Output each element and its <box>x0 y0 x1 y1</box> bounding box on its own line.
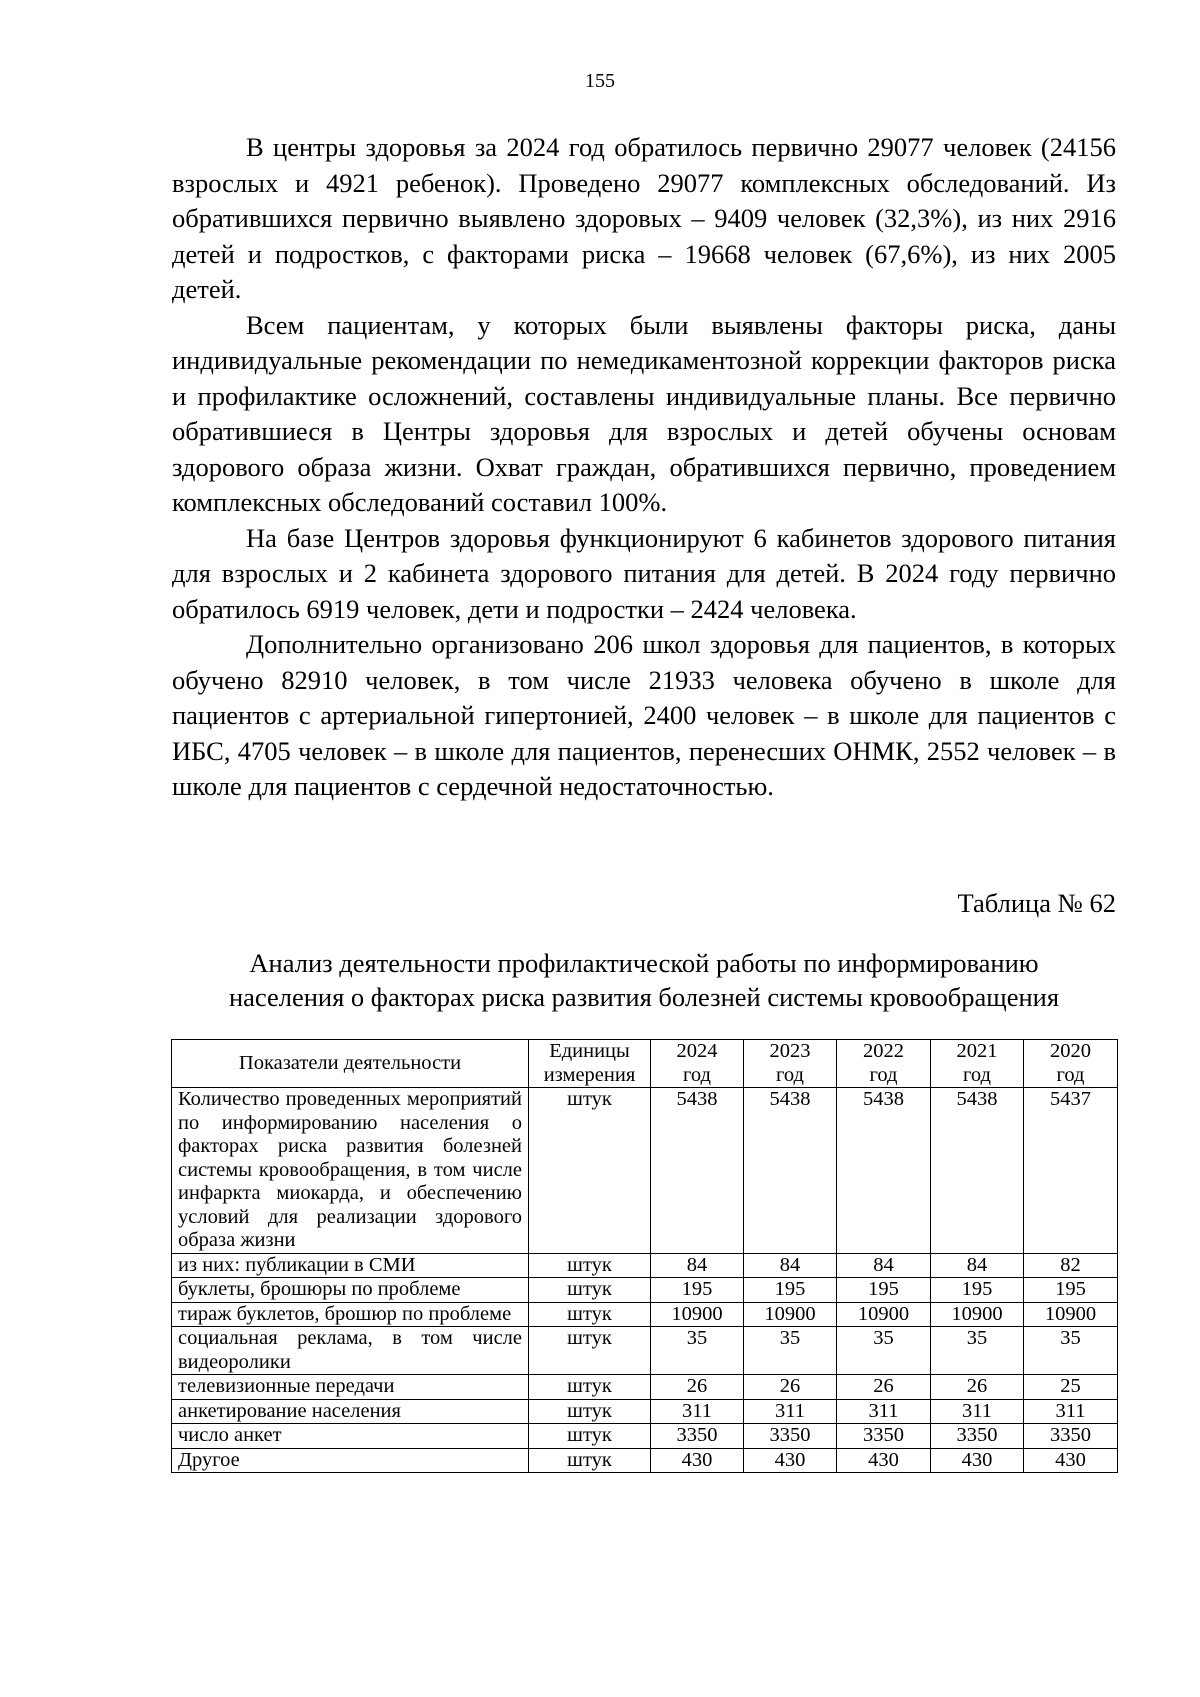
row-value: 311 <box>837 1399 931 1424</box>
header-year-suffix: год <box>683 1063 711 1086</box>
table-row <box>172 1253 1118 1278</box>
header-year-value: 2020 <box>1050 1040 1091 1062</box>
row-value: 195 <box>1024 1278 1118 1303</box>
row-value: 5438 <box>837 1088 931 1254</box>
table-row <box>172 1448 1118 1473</box>
body-text <box>172 130 1116 805</box>
row-value: 5438 <box>651 1088 744 1254</box>
row-value: 35 <box>1024 1327 1118 1375</box>
row-value: 3350 <box>1024 1424 1118 1449</box>
row-value: 10900 <box>651 1302 744 1327</box>
row-value: 82 <box>1024 1253 1118 1278</box>
row-value: 35 <box>837 1327 931 1375</box>
row-indicator: Другое <box>172 1448 529 1473</box>
row-value: 430 <box>1024 1448 1118 1473</box>
row-value: 311 <box>744 1399 837 1424</box>
table-title-line: Анализ деятельности профилактической работы по информированию <box>249 948 1039 978</box>
row-value: 3350 <box>744 1424 837 1449</box>
row-value: 3350 <box>931 1424 1024 1449</box>
table-label: Таблица № 62 <box>957 888 1116 918</box>
paragraph: В центры здоровья за 2024 год обратилось первично 29077 человек (24156 взрослых и 4921 ребенок). Проведено 29077 комплексных обследований. Из обратившихся первично выявлено здоровых – 9409 человек (32,3%), из них 2916 детей и подростков, с факторами риска – 19668 человек (67,6%), из них 2005 детей. <box>172 132 1116 304</box>
row-value: 26 <box>837 1375 931 1400</box>
header-year-suffix: год <box>776 1063 804 1086</box>
row-value: 26 <box>651 1375 744 1400</box>
row-indicator: анкетирование населения <box>172 1399 529 1424</box>
row-unit: штук <box>529 1327 651 1375</box>
table-title <box>172 946 1116 1014</box>
row-value: 84 <box>744 1253 837 1278</box>
header-year-value: 2021 <box>956 1040 998 1062</box>
row-value: 25 <box>1024 1375 1118 1400</box>
header-year <box>837 1040 931 1088</box>
table-row <box>172 1278 1118 1303</box>
row-value: 311 <box>1024 1399 1118 1424</box>
header-year <box>744 1040 837 1088</box>
table-row <box>172 1375 1118 1400</box>
header-unit <box>529 1040 651 1088</box>
table-header-row <box>172 1040 1118 1088</box>
row-unit: штук <box>529 1088 651 1254</box>
header-year-suffix: год <box>963 1063 991 1086</box>
row-value: 35 <box>651 1327 744 1375</box>
row-unit: штук <box>529 1302 651 1327</box>
row-value: 84 <box>837 1253 931 1278</box>
row-value: 35 <box>931 1327 1024 1375</box>
row-indicator: Количество проведенных мероприятий по информированию населения о факторах риска развития болезней системы кровообращения, в том числе инфаркта миокарда, и обеспечению условий для реализации здорового образа жизни <box>172 1088 529 1254</box>
row-value: 5437 <box>1024 1088 1118 1254</box>
table-row <box>172 1302 1118 1327</box>
header-year-suffix: год <box>869 1063 898 1086</box>
table-title-line: населения о факторах риска развития болезней системы кровообращения <box>228 982 1060 1012</box>
row-indicator: телевизионные передачи <box>172 1375 529 1400</box>
row-value: 10900 <box>744 1302 837 1327</box>
header-year-value: 2022 <box>863 1040 904 1062</box>
row-value: 26 <box>931 1375 1024 1400</box>
table-row <box>172 1088 1118 1254</box>
header-unit-line: Единицы <box>549 1040 630 1062</box>
paragraph: Дополнительно организовано 206 школ здоровья для пациентов, в которых обучено 82910 человек, в том числе 21933 человека обучено в школе для пациентов с артериальной гипертонией, 2400 человек – в школе для пациентов с ИБС, 4705 человек – в школе для пациентов, перенесших ОНМК, 2552 человек – в школе для пациентов с сердечной недостаточностью. <box>172 629 1116 801</box>
row-indicator: буклеты, брошюры по проблеме <box>172 1278 529 1303</box>
row-value: 26 <box>744 1375 837 1400</box>
row-value: 5438 <box>744 1088 837 1254</box>
table-row <box>172 1424 1118 1449</box>
row-value: 84 <box>651 1253 744 1278</box>
row-value: 3350 <box>837 1424 931 1449</box>
row-indicator: тираж буклетов, брошюр по проблеме <box>172 1302 529 1327</box>
row-unit: штук <box>529 1399 651 1424</box>
header-indicator: Показатели деятельности <box>172 1040 529 1088</box>
row-value: 430 <box>744 1448 837 1473</box>
row-value: 195 <box>931 1278 1024 1303</box>
row-value: 430 <box>931 1448 1024 1473</box>
row-value: 195 <box>744 1278 837 1303</box>
page-number: 155 <box>585 70 615 92</box>
paragraph: Всем пациентам, у которых были выявлены факторы риска, даны индивидуальные рекомендации по немедикаментозной коррекции факторов риска и профилактике осложнений, составлены индивидуальные планы. Все первично обратившиеся в Центры здоровья для взрослых и детей обучены основам здорового образа жизни. Охват граждан, обратившихся первично, проведением комплексных обследований составил 100%. <box>172 309 1116 517</box>
row-value: 10900 <box>1024 1302 1118 1327</box>
row-value: 195 <box>651 1278 744 1303</box>
row-value: 430 <box>837 1448 931 1473</box>
row-value: 311 <box>651 1399 744 1424</box>
row-unit: штук <box>529 1375 651 1400</box>
row-value: 430 <box>651 1448 744 1473</box>
table-row <box>172 1327 1118 1375</box>
row-value: 10900 <box>931 1302 1024 1327</box>
header-year-value: 2023 <box>769 1040 811 1062</box>
header-year-value: 2024 <box>676 1040 718 1062</box>
row-unit: штук <box>529 1278 651 1303</box>
row-value: 5438 <box>931 1088 1024 1254</box>
row-unit: штук <box>529 1448 651 1473</box>
header-year <box>1024 1040 1118 1088</box>
table-row <box>172 1399 1118 1424</box>
row-indicator: число анкет <box>172 1424 529 1449</box>
header-unit-line: измерения <box>543 1063 636 1086</box>
header-year-suffix: год <box>1056 1063 1085 1086</box>
row-indicator: из них: публикации в СМИ <box>172 1253 529 1278</box>
row-value: 311 <box>931 1399 1024 1424</box>
data-table <box>171 1039 1118 1473</box>
row-value: 35 <box>744 1327 837 1375</box>
row-value: 10900 <box>837 1302 931 1327</box>
row-value: 84 <box>931 1253 1024 1278</box>
row-unit: штук <box>529 1424 651 1449</box>
row-value: 195 <box>837 1278 931 1303</box>
paragraph: На базе Центров здоровья функционируют 6 кабинетов здорового питания для взрослых и 2 кабинета здорового питания для детей. В 2024 году первично обратилось 6919 человек, дети и подростки – 2424 человека. <box>172 522 1116 624</box>
row-unit: штук <box>529 1253 651 1278</box>
row-value: 3350 <box>651 1424 744 1449</box>
header-year <box>651 1040 744 1088</box>
header-year <box>931 1040 1024 1088</box>
row-indicator: социальная реклама, в том числе видеоролики <box>172 1327 529 1375</box>
